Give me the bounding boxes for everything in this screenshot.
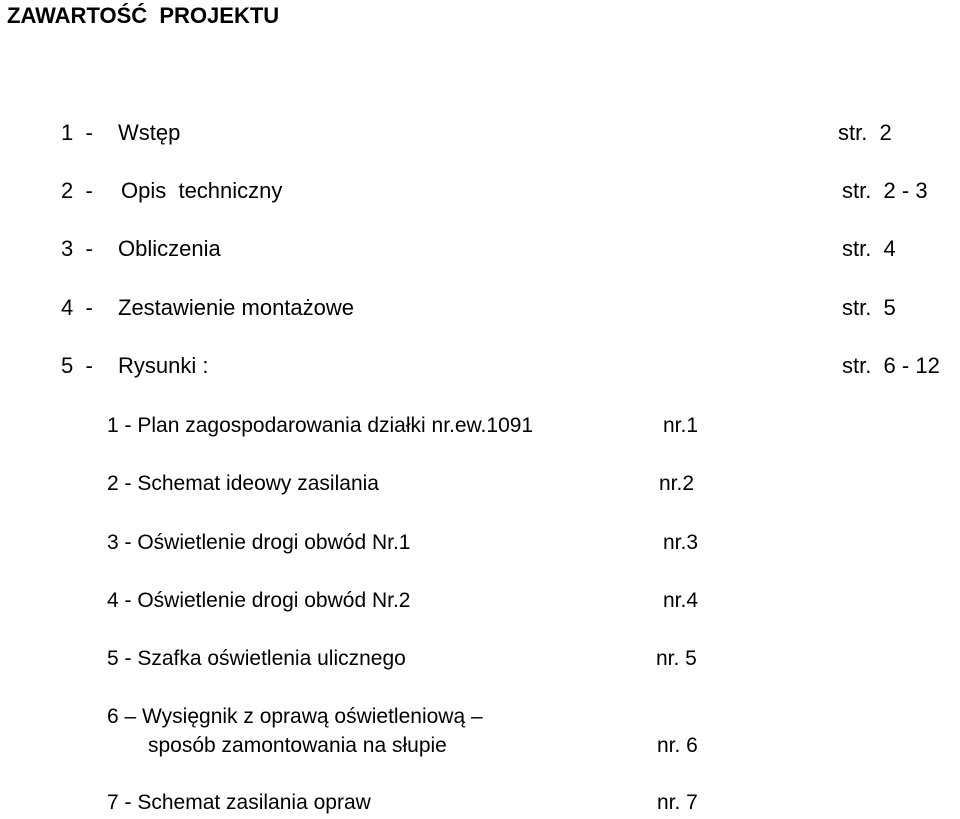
toc-number: 3 - bbox=[61, 236, 93, 261]
drawing-page: nr.1 bbox=[663, 414, 699, 437]
drawing-page: nr. 7 bbox=[657, 791, 698, 814]
toc-page: str. 4 bbox=[842, 236, 896, 261]
drawing-page: nr.3 bbox=[663, 531, 699, 554]
toc-number: 5 - bbox=[61, 353, 93, 378]
toc-label: Wstęp bbox=[118, 120, 181, 145]
drawing-label: 4 - Oświetlenie drogi obwód Nr.2 bbox=[107, 589, 411, 612]
toc-page: str. 2 bbox=[838, 120, 892, 145]
toc-number: 4 - bbox=[61, 295, 93, 320]
drawing-page: nr. 5 bbox=[656, 647, 697, 670]
drawing-label: 2 - Schemat ideowy zasilania bbox=[107, 472, 379, 495]
drawing-label: 3 - Oświetlenie drogi obwód Nr.1 bbox=[107, 531, 411, 554]
toc-page: str. 5 bbox=[842, 295, 896, 320]
drawing-page: nr. 6 bbox=[657, 734, 698, 757]
drawing-page: nr.2 bbox=[659, 472, 695, 495]
drawing-label: 1 - Plan zagospodarowania działki nr.ew.1091 bbox=[107, 414, 534, 437]
toc-page: str. 2 - 3 bbox=[842, 178, 928, 203]
toc-label: Obliczenia bbox=[118, 236, 221, 261]
drawing-label: 7 - Schemat zasilania opraw bbox=[107, 791, 371, 814]
drawing-label: 6 – Wysięgnik z oprawą oświetleniową – bbox=[107, 705, 483, 728]
toc-number: 2 - bbox=[61, 178, 93, 203]
drawing-label-continuation: sposób zamontowania na słupie bbox=[148, 734, 447, 757]
toc-page: str. 6 - 12 bbox=[842, 353, 940, 378]
toc-label: Rysunki : bbox=[118, 353, 209, 378]
toc-label: Zestawienie montażowe bbox=[118, 295, 355, 320]
toc-label: Opis techniczny bbox=[121, 178, 283, 203]
drawing-label: 5 - Szafka oświetlenia ulicznego bbox=[107, 647, 406, 670]
drawing-page: nr.4 bbox=[663, 589, 699, 612]
document-title: ZAWARTOŚĆ PROJEKTU bbox=[7, 3, 280, 28]
toc-number: 1 - bbox=[61, 120, 93, 145]
